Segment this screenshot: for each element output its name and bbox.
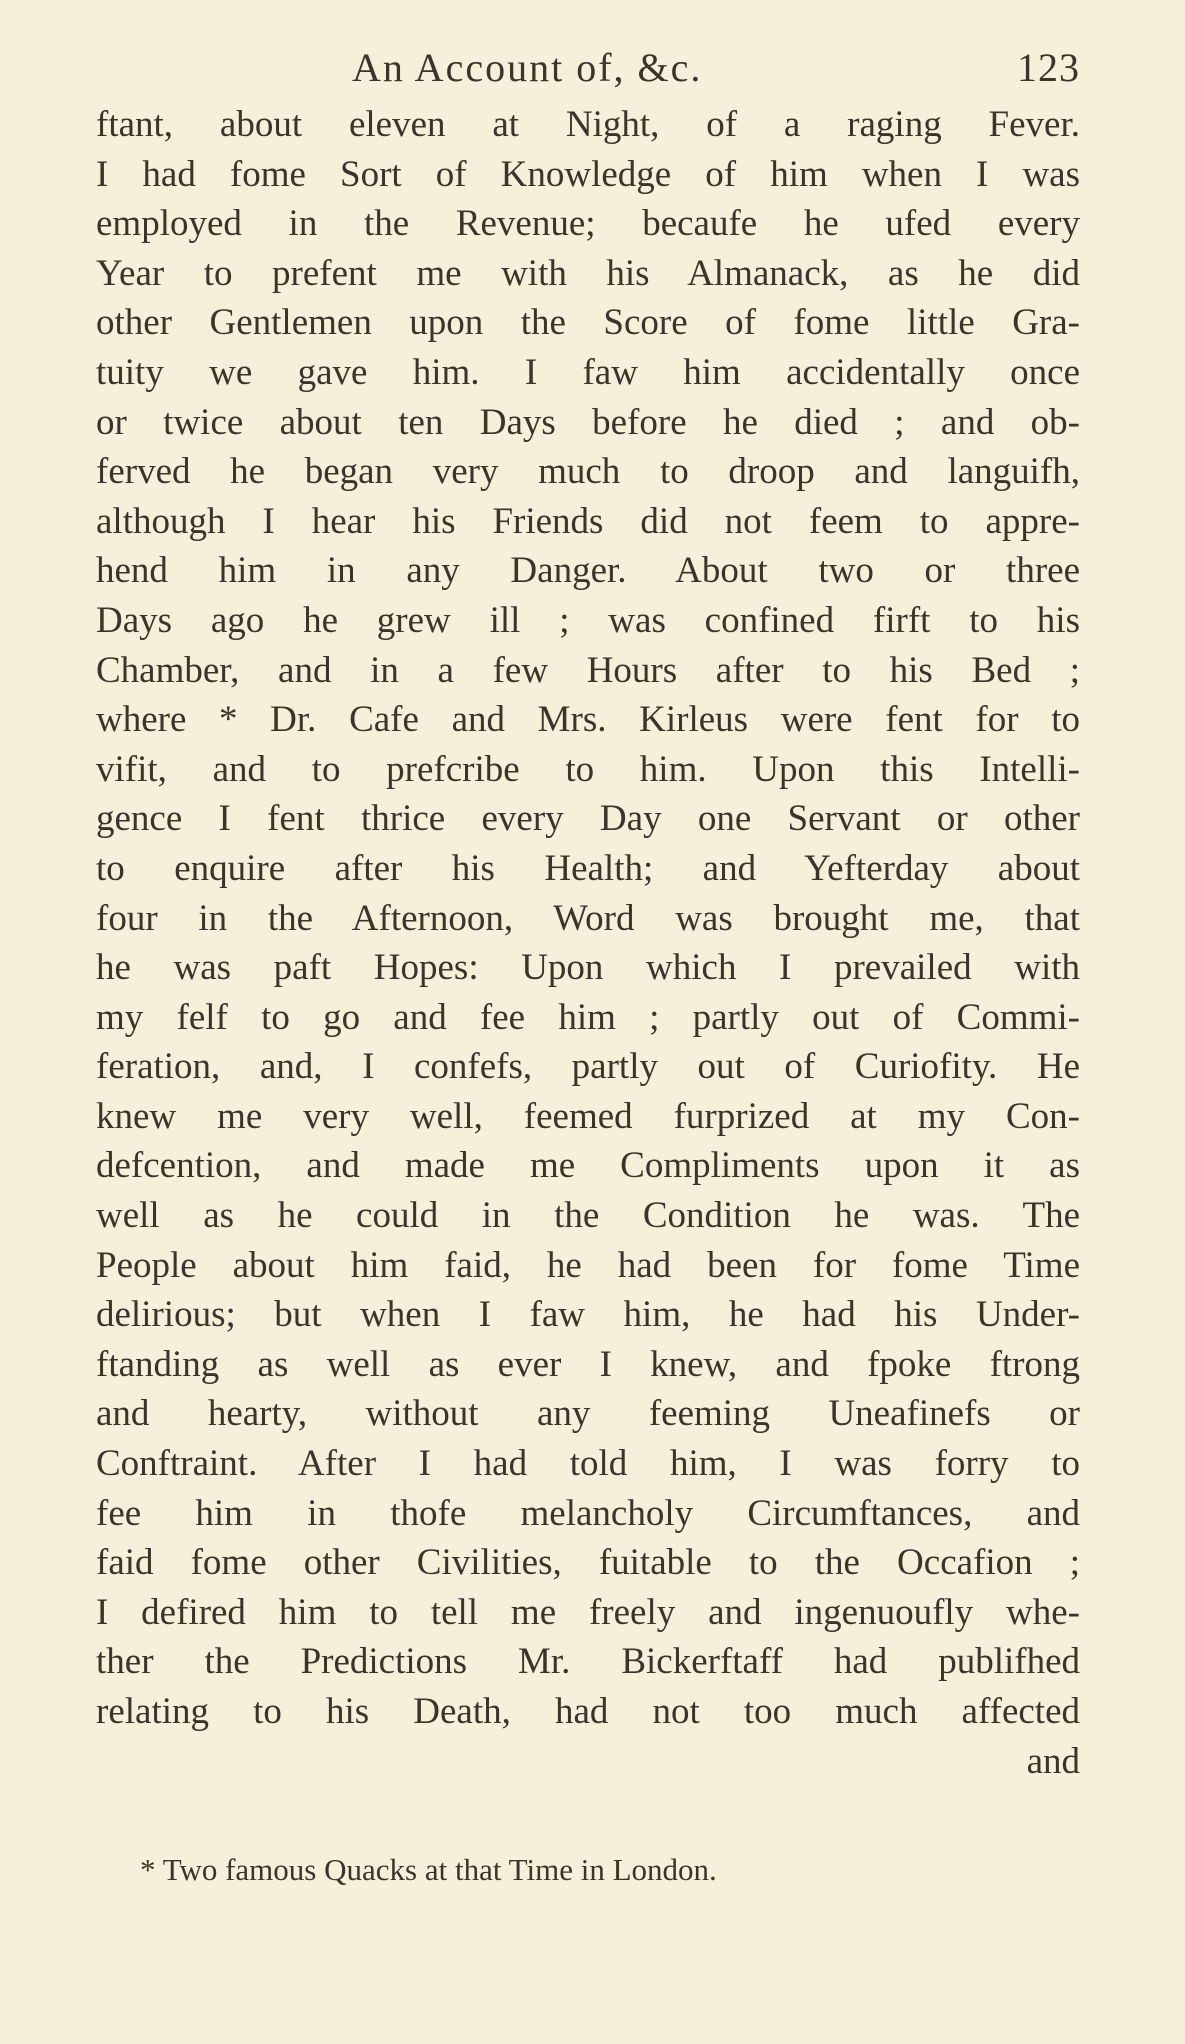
text-line: defcention, and made me Compliments upon it as xyxy=(96,1145,1080,1187)
text-line: Days ago he grew ill ; was confined firft to his xyxy=(96,599,1080,641)
text-line: ther the Predictions Mr. Bickerftaff had publifhed xyxy=(96,1641,1080,1683)
text-line: gence I fent thrice every Day one Servant or other xyxy=(96,798,1080,840)
text-line: I had fome Sort of Knowledge of him when I was xyxy=(96,153,1080,195)
text-line: four in the Afternoon, Word was brought me, that xyxy=(96,897,1080,939)
text-line: People about him faid, he had been for fome Time xyxy=(96,1244,1080,1286)
text-line: I defired him to tell me freely and ingenuoufly whe- xyxy=(96,1591,1080,1633)
text-line: or twice about ten Days before he died ; and ob- xyxy=(96,401,1080,443)
footnote: * Two famous Quacks at that Time in London. xyxy=(140,1852,717,1887)
running-title: An Account of, &c. xyxy=(352,45,703,90)
text-line: other Gentlemen upon the Score of fome little Gra- xyxy=(96,302,1080,344)
text-line: fee him in thofe melancholy Circumftances, and xyxy=(96,1492,1080,1534)
text-line: Chamber, and in a few Hours after to his Bed ; xyxy=(96,649,1080,691)
text-line: knew me very well, feemed furprized at my Con- xyxy=(96,1095,1080,1137)
body-text xyxy=(96,100,1080,1786)
text-line: well as he could in the Condition he was. The xyxy=(96,1195,1080,1237)
running-header xyxy=(96,38,1080,98)
text-line: ftanding as well as ever I knew, and fpoke ftrong xyxy=(96,1343,1080,1385)
text-line: hend him in any Danger. About two or three xyxy=(96,550,1080,592)
text-line: where * Dr. Cafe and Mrs. Kirleus were fent for to xyxy=(96,699,1080,741)
text-line: delirious; but when I faw him, he had his Under- xyxy=(96,1294,1080,1336)
text-line: faid fome other Civilities, fuitable to the Occafion ; xyxy=(96,1542,1080,1584)
text-line: vifit, and to prefcribe to him. Upon this Intelli- xyxy=(96,748,1080,790)
text-line: Conftraint. After I had told him, I was forry to xyxy=(96,1443,1080,1485)
text-line: employed in the Revenue; becaufe he ufed every xyxy=(96,203,1080,245)
catchword: and xyxy=(1026,1740,1080,1782)
page-number: 123 xyxy=(1017,45,1080,90)
text-line: my felf to go and fee him ; partly out of Commi- xyxy=(96,996,1080,1038)
text-line: and hearty, without any feeming Uneafinefs or xyxy=(96,1393,1080,1435)
text-line: he was paft Hopes: Upon which I prevailed with xyxy=(96,947,1080,989)
text-line: Year to prefent me with his Almanack, as he did xyxy=(96,252,1080,294)
text-line: ferved he began very much to droop and languifh, xyxy=(96,451,1080,493)
text-line: ftant, about eleven at Night, of a raging Fever. xyxy=(96,104,1080,145)
text-line: to enquire after his Health; and Yefterday about xyxy=(96,847,1080,889)
text-line: although I hear his Friends did not feem to appre- xyxy=(96,500,1080,542)
text-line: feration, and, I confefs, partly out of Curiofity. He xyxy=(96,1046,1080,1088)
text-line: tuity we gave him. I faw him accidentally once xyxy=(96,351,1080,393)
text-line: relating to his Death, had not too much affected xyxy=(96,1691,1080,1732)
